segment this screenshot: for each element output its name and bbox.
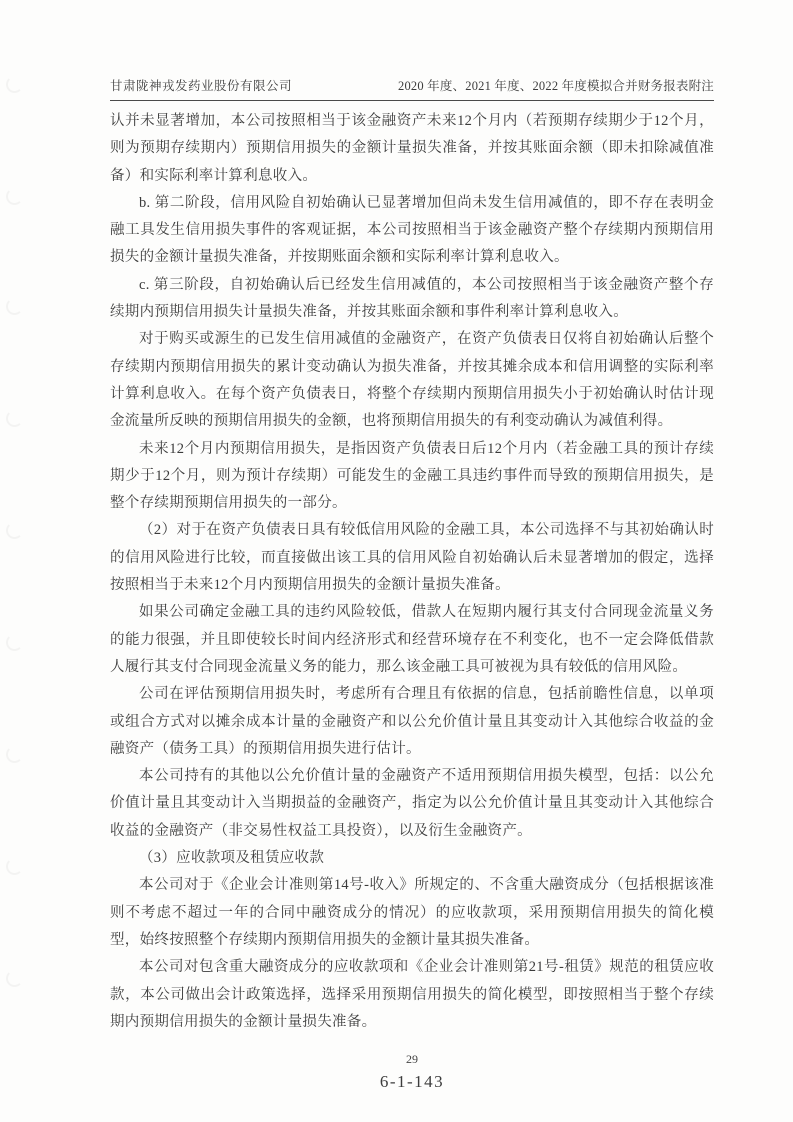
page-header [110, 76, 714, 101]
document-body [110, 108, 714, 1036]
scan-artifact [6, 298, 23, 315]
scan-artifact [6, 410, 23, 427]
scan-artifact [6, 858, 23, 875]
document-code: 6-1-143 [379, 1072, 445, 1091]
scan-artifact [6, 970, 23, 987]
paragraph: 公司在评估预期信用损失时，考虑所有合理且有依据的信息，包括前瞻性信息，以单项或组合方式对以摊余成本计量的金融资产和以公允价值计量且其变动计入其他综合收益的金融资产（债务工具）的预期信用损失进行估计。 [110, 686, 714, 757]
paragraph: 认并未显著增加，本公司按照相当于该金融资产未来12个月内（若预期存续期少于12个月，则为预期存续期内）预期信用损失的金额计量损失准备，并按其账面余额（即未扣除减值准备）和实际利率计算利息收入。 [110, 113, 714, 184]
paragraph: 本公司对于《企业会计准则第14号-收入》所规定的、不含重大融资成分（包括根据该准则不考虑不超过一年的合同中融资成分的情况）的应收款项，采用预期信用损失的简化模型，始终按照整个存续期内预期信用损失的金额计量其损失准备。 [110, 877, 714, 948]
paragraph: （2）对于在资产负债表日具有较低信用风险的金融工具，本公司选择不与其初始确认时的信用风险进行比较，而直接做出该工具的信用风险自初始确认后未显著增加的假定，选择按照相当于未来12个月内预期信用损失的金额计量损失准备。 [110, 522, 714, 594]
report-title: 2020 年度、2021 年度、2022 年度模拟合并财务报表附注 [398, 79, 714, 93]
paragraph-section-heading: （3）应收款项及租赁应收款 [139, 850, 325, 867]
scan-artifact [6, 188, 23, 205]
company-name: 甘肃陇神戎发药业股份有限公司 [110, 79, 293, 93]
scan-artifact [6, 634, 23, 651]
paragraph: 如果公司确定金融工具的违约风险较低，借款人在短期内履行其支付合同现金流量义务的能力很强，并且即使较长时间内经济形式和经营环境存在不利变化，也不一定会降低借款人履行其支付合同现金流量义务的能力，那么该金融工具可被视为具有较低的信用风险。 [110, 604, 714, 675]
paragraph: b. 第二阶段，信用风险自初始确认已显著增加但尚未发生信用减值的，即不存在表明金融工具发生信用损失事件的客观证据，本公司按照相当于该金融资产整个存续期内预期信用损失的金额计量损失准备，并按期账面余额和实际利率计算利息收入。 [110, 194, 714, 266]
paragraph: c. 第三阶段，自初始确认后已经发生信用减值的，本公司按照相当于该金融资产整个存续期内预期信用损失计量损失准备，并按其账面余额和事件利率计算利息收入。 [110, 276, 714, 321]
page-number: 29 [406, 1052, 418, 1066]
scan-artifact [6, 76, 23, 93]
paragraph: 本公司对包含重大融资成分的应收款项和《企业会计准则第21号-租赁》规范的租赁应收款，本公司做出会计政策选择，选择采用预期信用损失的简化模型，即按照相当于整个存续期内预期信用损失的金额计量损失准备。 [110, 959, 714, 1030]
paragraph: 本公司持有的其他以公允价值计量的金融资产不适用预期信用损失模型，包括：以公允价值计量且其变动计入当期损益的金融资产，指定为以公允价值计量且其变动计入其他综合收益的金融资产（非交易性权益工具投资），以及衍生金融资产。 [110, 768, 714, 839]
scan-artifact [6, 522, 23, 539]
paragraph: 未来12个月内预期信用损失，是指因资产负债表日后12个月内（若金融工具的预计存续期少于12个月，则为预计存续期）可能发生的金融工具违约事件而导致的预期信用损失，是整个存续期预期信用损失的一部分。 [110, 440, 714, 512]
scan-artifact [6, 746, 23, 763]
paragraph: 对于购买或源生的已发生信用减值的金融资产，在资产负债表日仅将自初始确认后整个存续期内预期信用损失的累计变动确认为损失准备，并按其摊余成本和信用调整的实际利率计算利息收入。在每个资产负债表日，将整个存续期内预期信用损失小于初始确认时估计现金流量所反映的预期信用损失的金额，也将预期信用损失的有利变动确认为减值利得。 [110, 331, 714, 430]
